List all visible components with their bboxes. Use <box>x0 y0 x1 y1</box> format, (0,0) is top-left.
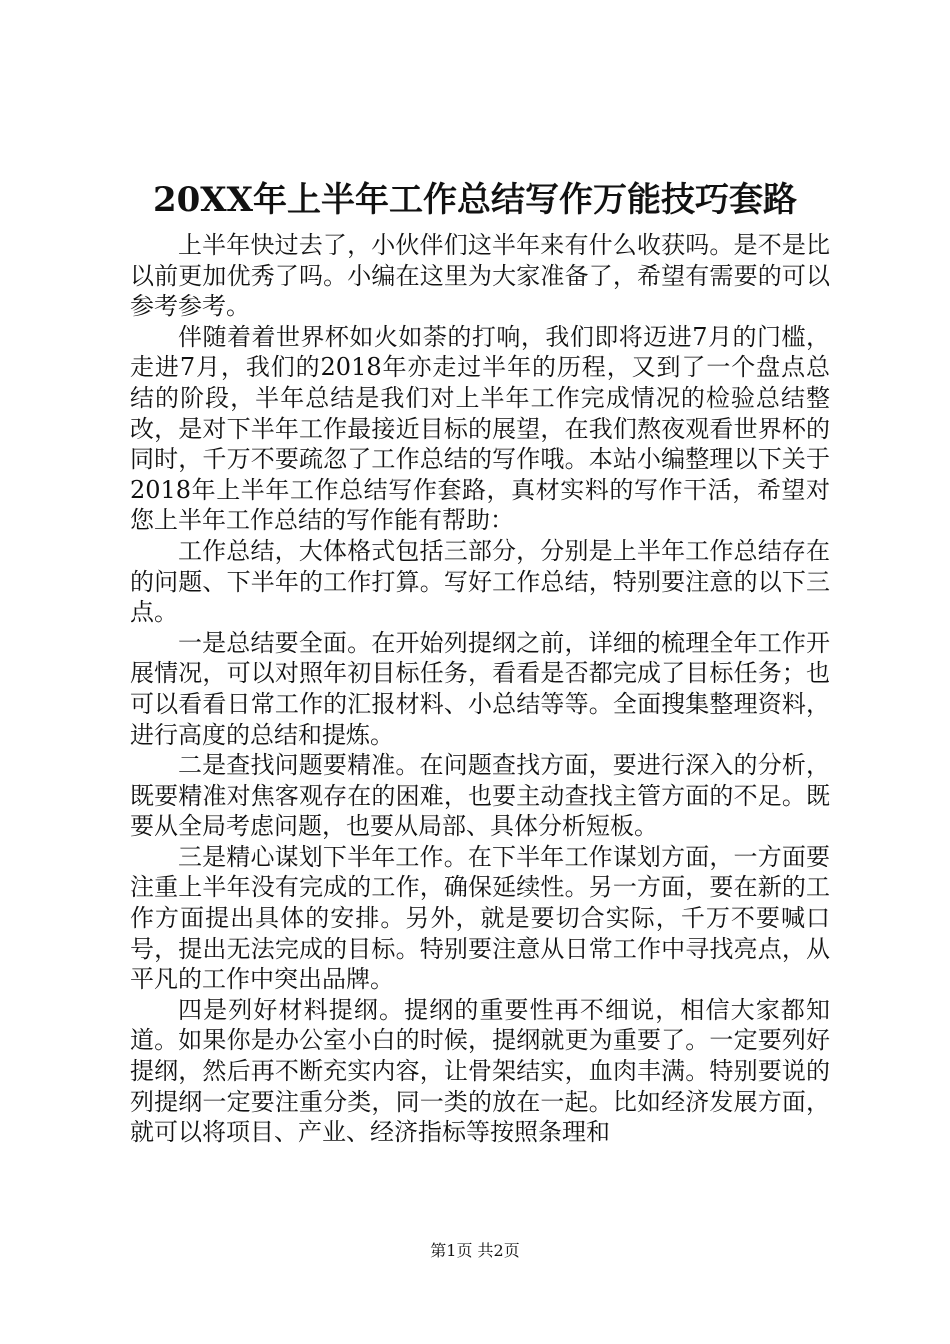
paragraph-4: 一是总结要全面。在开始列提纲之前，详细的梳理全年工作开展情况，可以对照年初目标任务，看看是否都完成了目标任务；也可以看看日常工作的汇报材料、小总结等等。全面搜集整理资料，进行高度的总结和提炼。 <box>130 628 830 749</box>
document-body <box>130 230 830 1148</box>
paragraph-5: 二是查找问题要精准。在问题查找方面，要进行深入的分析，既要精准对焦客观存在的困难，也要主动查找主管方面的不足。既要从全局考虑问题，也要从局部、具体分析短板。 <box>130 751 830 841</box>
paragraph-1: 上半年快过去了，小伙伴们这半年来有什么收获吗。是不是比以前更加优秀了吗。小编在这里为大家准备了，希望有需要的可以参考参考。 <box>130 231 830 321</box>
paragraph-3: 工作总结，大体格式包括三部分，分别是上半年工作总结存在的问题、下半年的工作打算。写好工作总结，特别要注意的以下三点。 <box>130 536 830 627</box>
page-number-footer: 第1页 共2页 <box>430 1241 520 1260</box>
paragraph-7: 四是列好材料提纲。提纲的重要性再不细说，相信大家都知道。如果你是办公室小白的时候，提纲就更为重要了。一定要列好提纲，然后再不断充实内容，让骨架结实，血肉丰满。特别要说的列提纲一定要注重分类，同一类的放在一起。比如经济发展方面，就可以将项目、产业、经济指标等按照条理和 <box>130 995 830 1147</box>
paragraph-2: 伴随着着世界杯如火如荼的打响，我们即将迈进7月的门槛，走进7月，我们的2018年亦走过半年的历程，又到了一个盘点总结的阶段，半年总结是我们对上半年工作完成情况的检验总结整改，是对下半年工作最接近目标的展望，在我们熬夜观看世界杯的同时，千万不要疏忽了工作总结的写作哦。本站小编整理以下关于2018年上半年工作总结写作套路，真材实料的写作干活，希望对您上半年工作总结的写作能有帮助： <box>130 322 830 535</box>
document-title: 20XX年上半年工作总结写作万能技巧套路 <box>152 180 798 220</box>
paragraph-6: 三是精心谋划下半年工作。在下半年工作谋划方面，一方面要注重上半年没有完成的工作，确保延续性。另一方面，要在新的工作方面提出具体的安排。另外，就是要切合实际，千万不要喊口号，提出无法完成的目标。特别要注意从日常工作中寻找亮点，从平凡的工作中突出品牌。 <box>130 842 830 994</box>
